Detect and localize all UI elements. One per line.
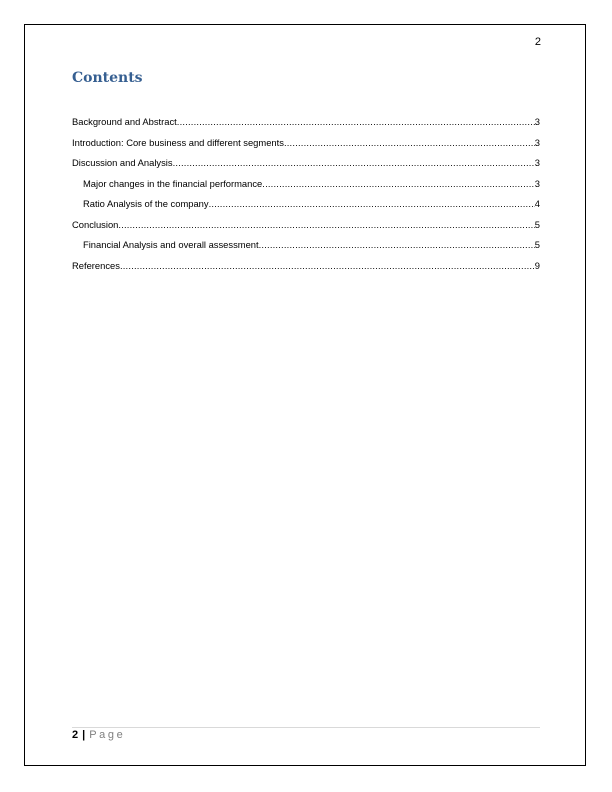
toc-entry-discussion[interactable]: [72, 157, 540, 178]
toc-entry-label: References: [72, 259, 120, 271]
toc-dot-leader: [118, 219, 534, 230]
toc-dot-leader: [259, 239, 535, 250]
table-of-contents: [72, 116, 540, 280]
toc-entry-page: 3: [534, 116, 540, 127]
toc-entry-background[interactable]: [72, 116, 540, 137]
toc-entry-major-changes[interactable]: [72, 178, 540, 199]
toc-entry-page: 4: [534, 198, 540, 209]
toc-dot-leader: [177, 116, 535, 127]
toc-entry-page: 9: [534, 259, 540, 271]
toc-entry-label: Introduction: Core business and different segments: [72, 136, 284, 148]
footer-page-word: Page: [89, 729, 126, 741]
toc-dot-leader: [120, 260, 535, 271]
toc-entry-page: 3: [534, 157, 540, 168]
toc-entry-introduction[interactable]: [72, 137, 540, 158]
toc-entry-label: Discussion and Analysis: [72, 157, 173, 168]
toc-dot-leader: [209, 198, 535, 209]
toc-title: Contents: [72, 70, 143, 86]
toc-entry-label: Financial Analysis and overall assessment: [83, 239, 259, 250]
footer-page-number: 2: [72, 729, 79, 741]
toc-entry-page: 3: [534, 177, 540, 189]
toc-entry-label: Ratio Analysis of the company: [83, 198, 209, 209]
toc-entry-label: Conclusion: [72, 218, 119, 230]
toc-entry-page: 5: [534, 218, 540, 230]
toc-entry-page: 5: [534, 239, 540, 250]
footer-separator: |: [82, 729, 86, 741]
toc-entry-label: Background and Abstract: [72, 116, 177, 127]
toc-entry-page: 3: [534, 136, 540, 148]
toc-entry-financial-analysis[interactable]: [72, 239, 540, 260]
toc-dot-leader: [284, 137, 535, 148]
page-footer: [72, 729, 125, 741]
toc-entry-conclusion[interactable]: [72, 219, 540, 240]
header-page-number: 2: [534, 36, 541, 48]
toc-entry-references[interactable]: [72, 260, 540, 281]
toc-entry-ratio-analysis[interactable]: [72, 198, 540, 219]
footer-divider: [72, 727, 540, 728]
toc-entry-label: Major changes in the financial performance: [83, 177, 263, 189]
toc-dot-leader: [173, 157, 535, 168]
toc-dot-leader: [262, 178, 535, 189]
